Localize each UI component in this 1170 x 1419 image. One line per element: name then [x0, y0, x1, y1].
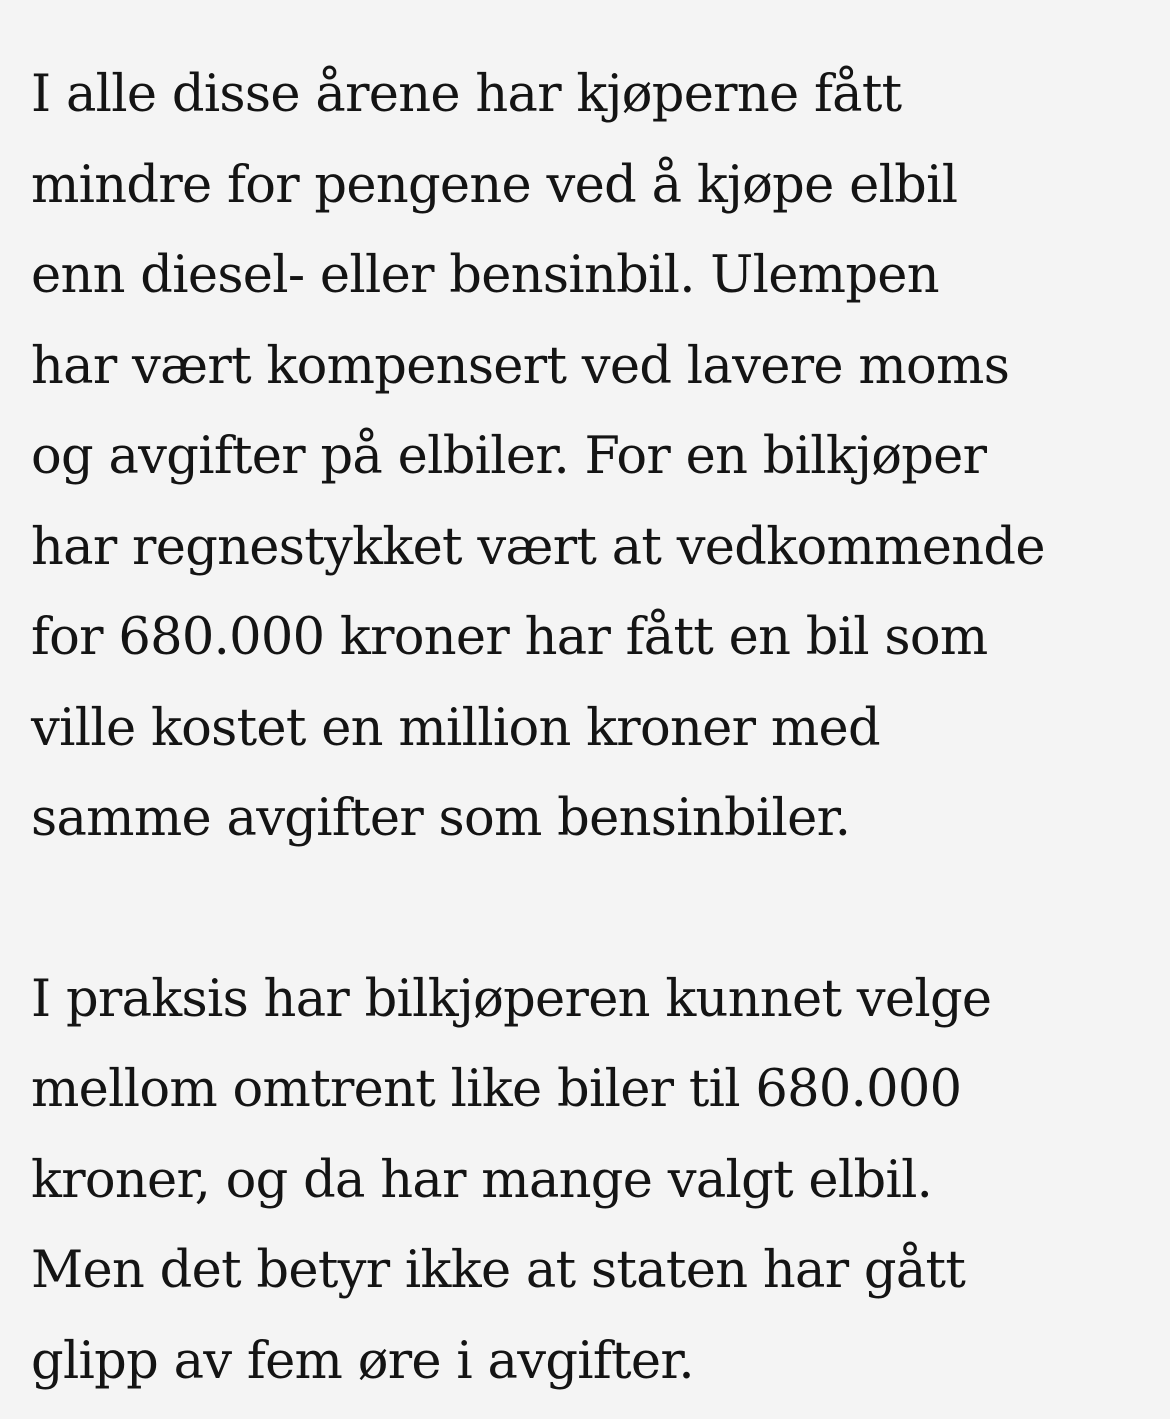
text-line: for 680.000 kroner har fått en bil som [31, 608, 988, 667]
text-line: og avgifter på elbiler. For en bilkjøper [31, 427, 987, 486]
text-line: enn diesel- eller bensinbil. Ulempen [31, 246, 939, 305]
text-line: mindre for pengene ved å kjøpe elbil [31, 155, 958, 215]
text-line: glipp av fem øre i avgifter. [31, 1331, 694, 1391]
text-line: I alle disse årene har kjøperne fått [31, 65, 902, 124]
text-line: Men det betyr ikke at staten har gått [31, 1241, 966, 1300]
text-line: har vært kompensert ved lavere moms [31, 336, 1010, 396]
text-line: har regnestykket vært at vedkommende [31, 517, 1045, 577]
text-line: I praksis har bilkjøperen kunnet velge [31, 969, 992, 1029]
paragraph-2 [31, 955, 1140, 1408]
text-line: ville kostet en million kroner med [31, 698, 880, 758]
text-line: mellom omtrent like biler til 680.000 [31, 1060, 962, 1119]
paragraph-1 [31, 50, 1140, 865]
text-line: samme avgifter som bensinbiler. [31, 789, 851, 848]
text-line: kroner, og da har mange valgt elbil. [31, 1150, 933, 1210]
